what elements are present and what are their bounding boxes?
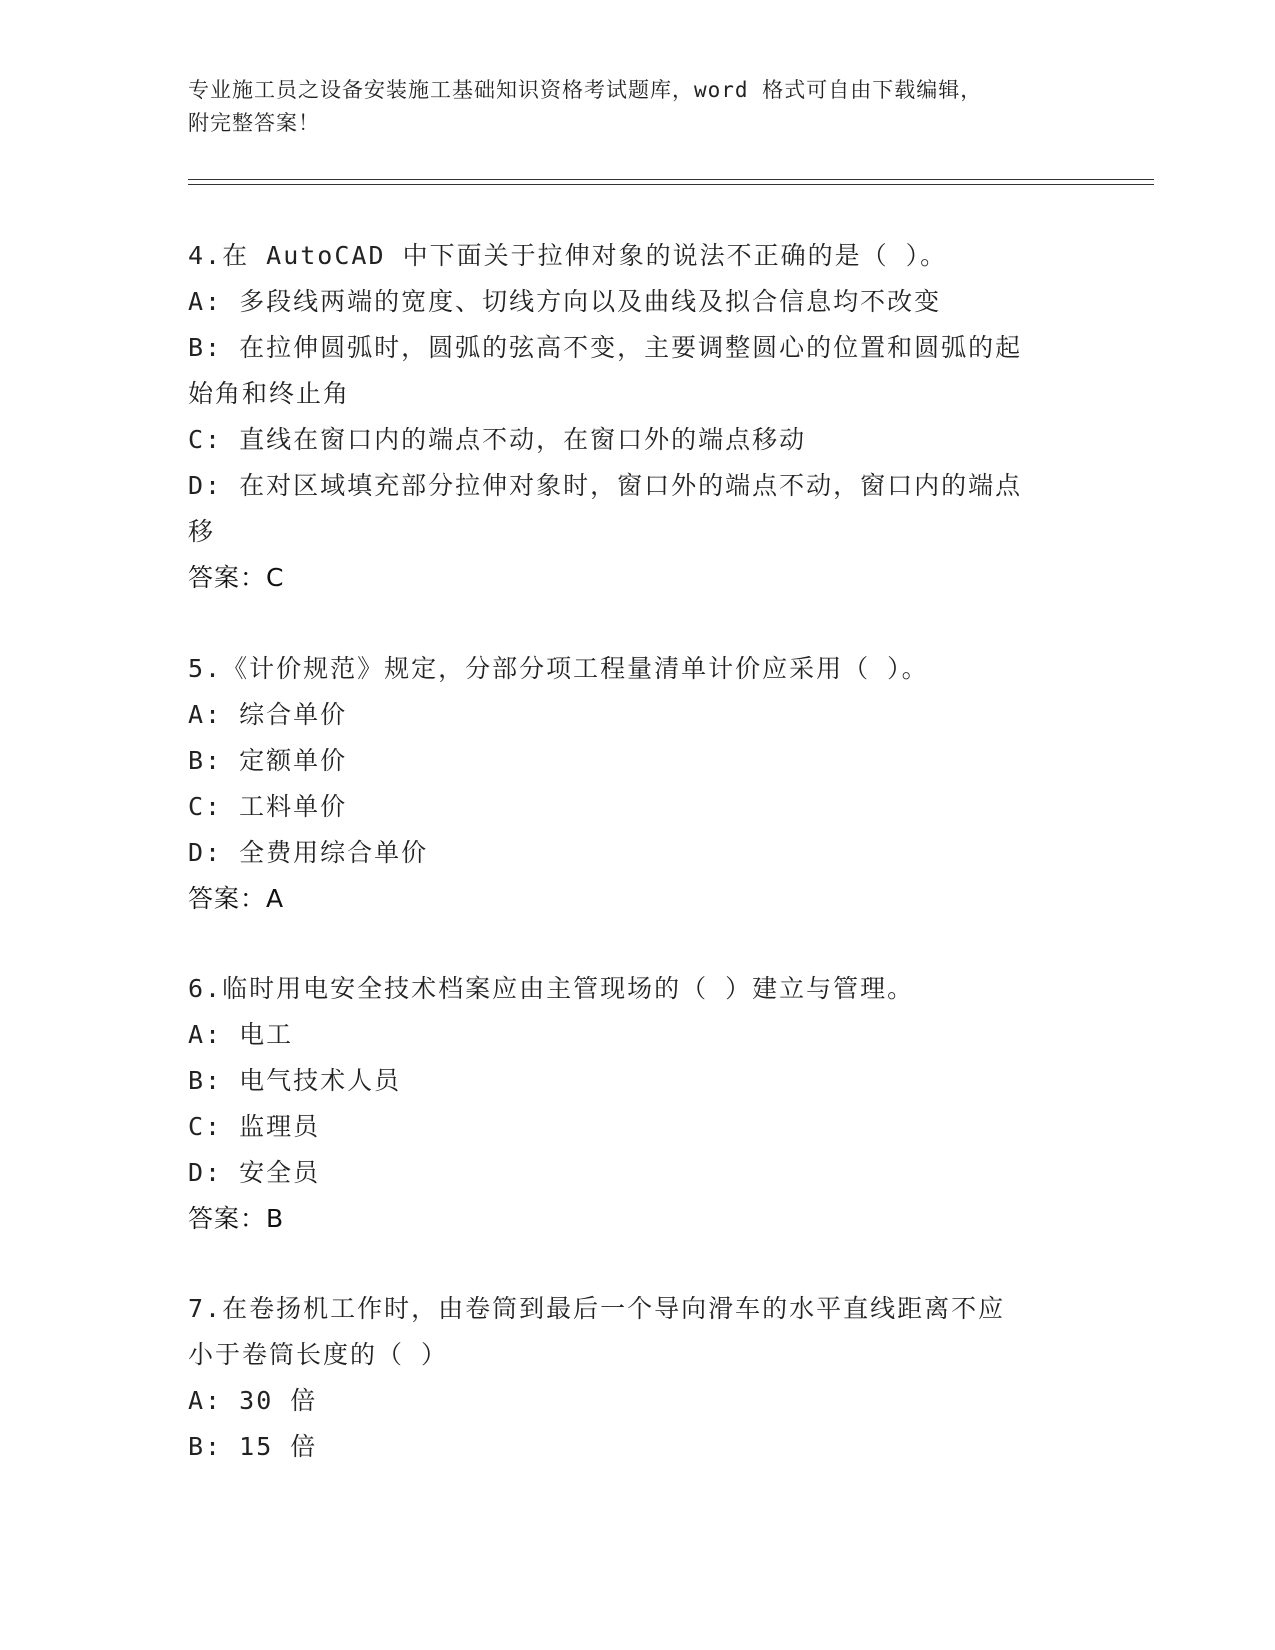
header-divider-top [188, 179, 1154, 180]
option-b-continued: 始角和终止角 [188, 379, 351, 408]
document-header [188, 74, 1088, 140]
question-stem: 5.《计价规范》规定，分部分项工程量清单计价应采用（ ）。 [188, 654, 929, 683]
option-d: D: 全费用综合单价 [188, 838, 429, 867]
option-b: B: 电气技术人员 [188, 1066, 402, 1095]
option-b: B: 定额单价 [188, 746, 348, 775]
option-d: D: 安全员 [188, 1158, 321, 1187]
option-b: B: 在拉伸圆弧时，圆弧的弦高不变，主要调整圆心的位置和圆弧的起 [188, 333, 1023, 362]
answer: 答案：A [188, 884, 285, 913]
question-stem-continued: 小于卷筒长度的（ ） [188, 1340, 449, 1369]
question-4 [188, 233, 1088, 601]
option-a: A: 电工 [188, 1020, 294, 1049]
answer: 答案：B [188, 1204, 285, 1233]
header-divider-bottom [188, 184, 1154, 185]
question-stem: 6.临时用电安全技术档案应由主管现场的（ ）建立与管理。 [188, 974, 915, 1003]
option-b: B: 15 倍 [188, 1432, 318, 1461]
option-a: A: 30 倍 [188, 1386, 318, 1415]
answer: 答案：C [188, 563, 285, 592]
question-5 [188, 646, 1088, 922]
option-d-continued: 移 [188, 517, 216, 546]
header-line-1: 专业施工员之设备安装施工基础知识资格考试题库，word 格式可自由下载编辑， [188, 78, 983, 102]
option-c: C: 工料单价 [188, 792, 348, 821]
option-a: A: 综合单价 [188, 700, 348, 729]
option-d: D: 在对区域填充部分拉伸对象时，窗口外的端点不动，窗口内的端点 [188, 471, 1023, 500]
question-7 [188, 1286, 1088, 1470]
option-c: C: 直线在窗口内的端点不动，在窗口外的端点移动 [188, 425, 807, 454]
question-6 [188, 966, 1088, 1242]
question-stem: 4.在 AutoCAD 中下面关于拉伸对象的说法不正确的是（ ）。 [188, 241, 948, 270]
header-line-2: 附完整答案！ [188, 111, 320, 135]
option-c: C: 监理员 [188, 1112, 321, 1141]
question-stem: 7.在卷扬机工作时，由卷筒到最后一个导向滑车的水平直线距离不应 [188, 1294, 1006, 1323]
option-a: A: 多段线两端的宽度、切线方向以及曲线及拟合信息均不改变 [188, 287, 942, 316]
